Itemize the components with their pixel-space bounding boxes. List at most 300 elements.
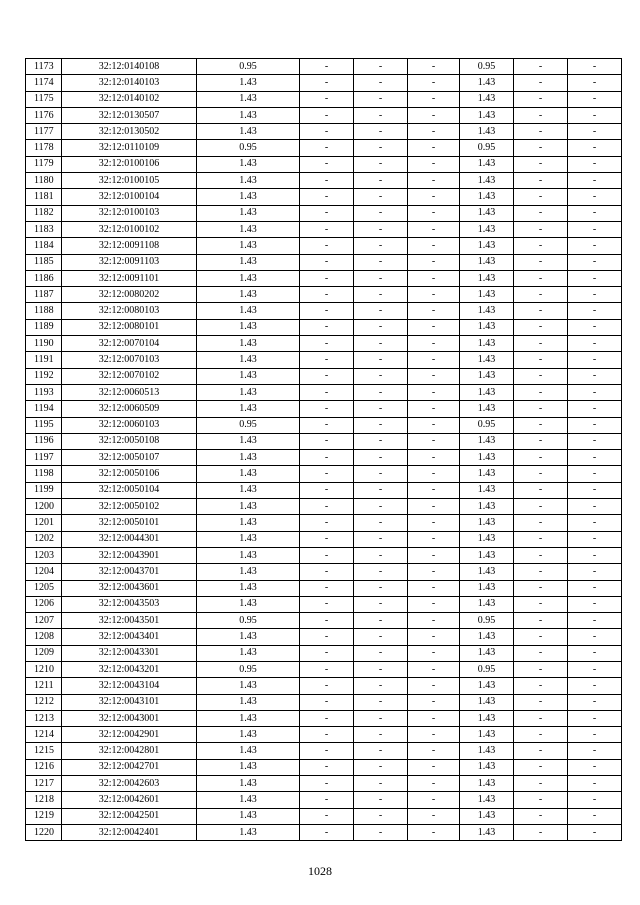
cell-value-5: 1.43 [460, 433, 514, 449]
cell-value-1: 1.43 [197, 75, 300, 91]
cell-value-5: 1.43 [460, 270, 514, 286]
cell-value-4: - [408, 205, 460, 221]
cell-value-1: 1.43 [197, 743, 300, 759]
cell-value-7: - [568, 580, 622, 596]
cell-row-number: 1210 [26, 661, 62, 677]
cell-value-7: - [568, 336, 622, 352]
cell-value-5: 1.43 [460, 466, 514, 482]
cell-value-7: - [568, 319, 622, 335]
table-row [26, 59, 622, 75]
cell-cadastral-number: 32:12:0043104 [62, 678, 197, 694]
table-row [26, 91, 622, 107]
cell-value-6: - [514, 727, 568, 743]
cell-value-2: - [300, 433, 354, 449]
cell-value-6: - [514, 417, 568, 433]
cell-value-2: - [300, 629, 354, 645]
cell-value-4: - [408, 661, 460, 677]
cell-value-1: 1.43 [197, 515, 300, 531]
cell-value-4: - [408, 564, 460, 580]
cell-value-6: - [514, 368, 568, 384]
cell-row-number: 1199 [26, 482, 62, 498]
cell-value-1: 0.95 [197, 59, 300, 75]
cell-value-4: - [408, 156, 460, 172]
cell-value-4: - [408, 417, 460, 433]
table-row [26, 776, 622, 792]
cell-value-3: - [354, 824, 408, 840]
cell-value-7: - [568, 368, 622, 384]
cell-value-3: - [354, 629, 408, 645]
cell-value-2: - [300, 384, 354, 400]
cell-value-1: 1.43 [197, 547, 300, 563]
table-row [26, 613, 622, 629]
cell-cadastral-number: 32:12:0042603 [62, 776, 197, 792]
cell-value-2: - [300, 173, 354, 189]
cell-value-6: - [514, 580, 568, 596]
cell-value-3: - [354, 613, 408, 629]
cell-value-4: - [408, 91, 460, 107]
cell-value-7: - [568, 759, 622, 775]
cell-value-4: - [408, 776, 460, 792]
cell-value-1: 0.95 [197, 613, 300, 629]
table-row [26, 401, 622, 417]
cell-value-2: - [300, 107, 354, 123]
cell-value-6: - [514, 629, 568, 645]
cell-value-2: - [300, 303, 354, 319]
cell-value-1: 1.43 [197, 808, 300, 824]
cell-value-7: - [568, 710, 622, 726]
cell-value-6: - [514, 776, 568, 792]
cell-cadastral-number: 32:12:0100106 [62, 156, 197, 172]
cell-value-1: 1.43 [197, 124, 300, 140]
table-row [26, 352, 622, 368]
cell-cadastral-number: 32:12:0091108 [62, 238, 197, 254]
cell-value-1: 1.43 [197, 401, 300, 417]
cell-row-number: 1173 [26, 59, 62, 75]
cell-value-1: 0.95 [197, 661, 300, 677]
cell-value-1: 1.43 [197, 205, 300, 221]
cell-value-7: - [568, 173, 622, 189]
table-row [26, 384, 622, 400]
cell-value-1: 1.43 [197, 221, 300, 237]
cell-value-7: - [568, 417, 622, 433]
cell-value-1: 1.43 [197, 319, 300, 335]
cell-value-4: - [408, 124, 460, 140]
cell-value-4: - [408, 450, 460, 466]
cell-value-5: 1.43 [460, 238, 514, 254]
cell-value-1: 0.95 [197, 417, 300, 433]
cell-value-1: 1.43 [197, 433, 300, 449]
cell-value-7: - [568, 450, 622, 466]
cell-value-4: - [408, 808, 460, 824]
cell-row-number: 1194 [26, 401, 62, 417]
cell-value-2: - [300, 450, 354, 466]
cell-value-2: - [300, 710, 354, 726]
cell-value-4: - [408, 189, 460, 205]
cell-value-6: - [514, 336, 568, 352]
cell-value-1: 1.43 [197, 645, 300, 661]
cell-value-5: 1.43 [460, 531, 514, 547]
cell-value-3: - [354, 580, 408, 596]
cell-value-2: - [300, 352, 354, 368]
cell-value-6: - [514, 287, 568, 303]
cell-row-number: 1190 [26, 336, 62, 352]
cell-row-number: 1219 [26, 808, 62, 824]
cell-value-2: - [300, 613, 354, 629]
cell-value-2: - [300, 205, 354, 221]
cell-value-3: - [354, 368, 408, 384]
cell-value-7: - [568, 466, 622, 482]
cell-value-1: 1.43 [197, 91, 300, 107]
cell-value-7: - [568, 613, 622, 629]
cell-cadastral-number: 32:12:0080202 [62, 287, 197, 303]
cell-value-6: - [514, 613, 568, 629]
table-row [26, 466, 622, 482]
cell-cadastral-number: 32:12:0042601 [62, 792, 197, 808]
cell-cadastral-number: 32:12:0110109 [62, 140, 197, 156]
cell-value-3: - [354, 75, 408, 91]
cell-value-4: - [408, 287, 460, 303]
cell-value-1: 1.43 [197, 287, 300, 303]
cell-value-4: - [408, 140, 460, 156]
cell-row-number: 1195 [26, 417, 62, 433]
cell-value-1: 1.43 [197, 482, 300, 498]
cell-value-4: - [408, 466, 460, 482]
cell-value-3: - [354, 205, 408, 221]
cell-cadastral-number: 32:12:0050108 [62, 433, 197, 449]
cell-value-1: 1.43 [197, 580, 300, 596]
cell-value-5: 1.43 [460, 710, 514, 726]
cell-cadastral-number: 32:12:0050104 [62, 482, 197, 498]
table-row [26, 270, 622, 286]
cell-value-4: - [408, 238, 460, 254]
cell-value-7: - [568, 727, 622, 743]
cell-row-number: 1196 [26, 433, 62, 449]
cell-value-5: 1.43 [460, 678, 514, 694]
cell-value-7: - [568, 547, 622, 563]
cell-value-6: - [514, 466, 568, 482]
table-row [26, 75, 622, 91]
cell-value-1: 0.95 [197, 140, 300, 156]
cell-cadastral-number: 32:12:0050107 [62, 450, 197, 466]
table-row [26, 433, 622, 449]
cell-value-7: - [568, 287, 622, 303]
cell-value-3: - [354, 645, 408, 661]
cell-value-4: - [408, 270, 460, 286]
cell-value-3: - [354, 156, 408, 172]
cell-value-3: - [354, 287, 408, 303]
cell-cadastral-number: 32:12:0140102 [62, 91, 197, 107]
cell-value-3: - [354, 678, 408, 694]
cell-row-number: 1175 [26, 91, 62, 107]
cell-value-7: - [568, 91, 622, 107]
cell-cadastral-number: 32:12:0140103 [62, 75, 197, 91]
cell-cadastral-number: 32:12:0043701 [62, 564, 197, 580]
cell-value-4: - [408, 694, 460, 710]
cell-row-number: 1178 [26, 140, 62, 156]
cell-value-6: - [514, 384, 568, 400]
cell-value-5: 1.43 [460, 91, 514, 107]
cell-value-2: - [300, 91, 354, 107]
cell-value-3: - [354, 450, 408, 466]
cell-row-number: 1214 [26, 727, 62, 743]
cell-value-2: - [300, 694, 354, 710]
cell-cadastral-number: 32:12:0042801 [62, 743, 197, 759]
cell-row-number: 1180 [26, 173, 62, 189]
cell-value-2: - [300, 743, 354, 759]
cell-value-2: - [300, 336, 354, 352]
cell-value-6: - [514, 156, 568, 172]
cell-value-3: - [354, 759, 408, 775]
cell-row-number: 1209 [26, 645, 62, 661]
cell-value-2: - [300, 564, 354, 580]
cell-value-2: - [300, 759, 354, 775]
cell-value-2: - [300, 515, 354, 531]
cell-value-6: - [514, 173, 568, 189]
cell-value-6: - [514, 59, 568, 75]
cell-value-3: - [354, 482, 408, 498]
cell-cadastral-number: 32:12:0100102 [62, 221, 197, 237]
cell-value-5: 1.43 [460, 645, 514, 661]
cell-value-1: 1.43 [197, 303, 300, 319]
cell-value-1: 1.43 [197, 336, 300, 352]
cell-value-6: - [514, 254, 568, 270]
cell-value-2: - [300, 547, 354, 563]
cell-value-2: - [300, 368, 354, 384]
cell-row-number: 1207 [26, 613, 62, 629]
cell-value-6: - [514, 515, 568, 531]
cell-value-1: 1.43 [197, 678, 300, 694]
cell-value-6: - [514, 124, 568, 140]
cell-value-7: - [568, 75, 622, 91]
cell-value-6: - [514, 678, 568, 694]
cell-value-1: 1.43 [197, 450, 300, 466]
cell-value-7: - [568, 384, 622, 400]
cell-row-number: 1218 [26, 792, 62, 808]
table-row [26, 808, 622, 824]
cell-value-5: 1.43 [460, 205, 514, 221]
cell-value-3: - [354, 694, 408, 710]
cell-value-4: - [408, 824, 460, 840]
cell-value-2: - [300, 792, 354, 808]
cell-row-number: 1174 [26, 75, 62, 91]
table-row [26, 173, 622, 189]
cell-row-number: 1187 [26, 287, 62, 303]
cell-value-4: - [408, 629, 460, 645]
table-row [26, 547, 622, 563]
cell-value-2: - [300, 727, 354, 743]
cell-value-5: 1.43 [460, 336, 514, 352]
cell-value-3: - [354, 743, 408, 759]
cell-row-number: 1179 [26, 156, 62, 172]
cell-row-number: 1205 [26, 580, 62, 596]
cell-value-5: 1.43 [460, 759, 514, 775]
cell-value-4: - [408, 254, 460, 270]
cell-value-2: - [300, 596, 354, 612]
cell-value-7: - [568, 124, 622, 140]
table-row [26, 107, 622, 123]
cell-value-5: 1.43 [460, 189, 514, 205]
cell-value-3: - [354, 352, 408, 368]
cell-value-7: - [568, 678, 622, 694]
cell-cadastral-number: 32:12:0042901 [62, 727, 197, 743]
cell-value-4: - [408, 580, 460, 596]
cell-value-6: - [514, 205, 568, 221]
cell-value-7: - [568, 808, 622, 824]
cell-value-2: - [300, 499, 354, 515]
cell-value-3: - [354, 107, 408, 123]
cell-value-4: - [408, 303, 460, 319]
cell-value-1: 1.43 [197, 564, 300, 580]
cell-value-5: 1.43 [460, 287, 514, 303]
cell-row-number: 1220 [26, 824, 62, 840]
cell-value-4: - [408, 759, 460, 775]
table-row [26, 499, 622, 515]
table-row [26, 564, 622, 580]
cell-value-5: 1.43 [460, 75, 514, 91]
table-row [26, 694, 622, 710]
cell-row-number: 1183 [26, 221, 62, 237]
cell-value-1: 1.43 [197, 710, 300, 726]
cell-value-3: - [354, 531, 408, 547]
table-row [26, 645, 622, 661]
cell-value-1: 1.43 [197, 792, 300, 808]
cell-value-7: - [568, 596, 622, 612]
cell-value-6: - [514, 596, 568, 612]
cell-row-number: 1198 [26, 466, 62, 482]
cell-value-1: 1.43 [197, 173, 300, 189]
cell-value-2: - [300, 59, 354, 75]
cell-value-2: - [300, 482, 354, 498]
cell-value-2: - [300, 466, 354, 482]
cell-value-5: 1.43 [460, 173, 514, 189]
table-row [26, 531, 622, 547]
cell-value-4: - [408, 75, 460, 91]
cell-cadastral-number: 32:12:0070104 [62, 336, 197, 352]
cell-value-3: - [354, 384, 408, 400]
cell-value-7: - [568, 824, 622, 840]
cell-value-4: - [408, 319, 460, 335]
cell-value-4: - [408, 710, 460, 726]
cell-value-6: - [514, 710, 568, 726]
cell-row-number: 1182 [26, 205, 62, 221]
cell-value-4: - [408, 433, 460, 449]
cell-cadastral-number: 32:12:0044301 [62, 531, 197, 547]
cell-value-4: - [408, 645, 460, 661]
cell-value-2: - [300, 531, 354, 547]
cell-value-1: 1.43 [197, 254, 300, 270]
cell-value-5: 1.43 [460, 368, 514, 384]
cell-value-3: - [354, 515, 408, 531]
cell-value-6: - [514, 499, 568, 515]
cell-value-4: - [408, 336, 460, 352]
cell-cadastral-number: 32:12:0042401 [62, 824, 197, 840]
cell-value-5: 1.43 [460, 384, 514, 400]
cell-row-number: 1203 [26, 547, 62, 563]
cell-cadastral-number: 32:12:0130502 [62, 124, 197, 140]
cell-value-1: 1.43 [197, 270, 300, 286]
cell-value-4: - [408, 792, 460, 808]
cell-value-5: 1.43 [460, 156, 514, 172]
cell-row-number: 1216 [26, 759, 62, 775]
cell-value-3: - [354, 319, 408, 335]
cell-cadastral-number: 32:12:0043101 [62, 694, 197, 710]
cell-value-6: - [514, 238, 568, 254]
cell-value-3: - [354, 336, 408, 352]
cell-value-7: - [568, 629, 622, 645]
cell-value-6: - [514, 547, 568, 563]
cell-value-1: 1.43 [197, 189, 300, 205]
cell-value-1: 1.43 [197, 368, 300, 384]
cell-value-6: - [514, 645, 568, 661]
cell-value-1: 1.43 [197, 384, 300, 400]
cell-value-6: - [514, 107, 568, 123]
cell-row-number: 1191 [26, 352, 62, 368]
cell-cadastral-number: 32:12:0060509 [62, 401, 197, 417]
cell-value-5: 1.43 [460, 580, 514, 596]
cell-value-1: 1.43 [197, 238, 300, 254]
cell-value-4: - [408, 499, 460, 515]
table-row [26, 629, 622, 645]
cell-row-number: 1211 [26, 678, 62, 694]
cell-value-7: - [568, 482, 622, 498]
cell-value-6: - [514, 303, 568, 319]
cell-row-number: 1201 [26, 515, 62, 531]
cell-cadastral-number: 32:12:0100104 [62, 189, 197, 205]
table-row [26, 743, 622, 759]
cell-value-5: 1.43 [460, 694, 514, 710]
cell-value-1: 1.43 [197, 352, 300, 368]
cell-value-2: - [300, 287, 354, 303]
table-row [26, 678, 622, 694]
cell-value-5: 1.43 [460, 352, 514, 368]
table-row [26, 710, 622, 726]
table-row [26, 336, 622, 352]
table-row [26, 792, 622, 808]
cell-value-3: - [354, 238, 408, 254]
cell-value-2: - [300, 124, 354, 140]
page-number: 1028 [308, 864, 332, 878]
cell-value-4: - [408, 727, 460, 743]
cell-value-4: - [408, 173, 460, 189]
cell-value-7: - [568, 433, 622, 449]
table-row [26, 156, 622, 172]
cell-value-7: - [568, 107, 622, 123]
cell-value-7: - [568, 270, 622, 286]
cell-value-2: - [300, 645, 354, 661]
cell-value-6: - [514, 450, 568, 466]
cell-row-number: 1204 [26, 564, 62, 580]
cell-value-4: - [408, 401, 460, 417]
cell-value-4: - [408, 482, 460, 498]
cell-row-number: 1212 [26, 694, 62, 710]
cell-row-number: 1188 [26, 303, 62, 319]
cell-row-number: 1213 [26, 710, 62, 726]
cell-value-7: - [568, 743, 622, 759]
cell-value-4: - [408, 531, 460, 547]
cell-value-5: 0.95 [460, 59, 514, 75]
cell-value-3: - [354, 596, 408, 612]
cell-cadastral-number: 32:12:0043501 [62, 613, 197, 629]
cell-value-5: 0.95 [460, 140, 514, 156]
cell-value-3: - [354, 401, 408, 417]
cell-value-3: - [354, 710, 408, 726]
document-table [25, 58, 621, 841]
cell-cadastral-number: 32:12:0080101 [62, 319, 197, 335]
cell-cadastral-number: 32:12:0091101 [62, 270, 197, 286]
cell-value-3: - [354, 221, 408, 237]
table-row [26, 661, 622, 677]
cell-cadastral-number: 32:12:0060103 [62, 417, 197, 433]
